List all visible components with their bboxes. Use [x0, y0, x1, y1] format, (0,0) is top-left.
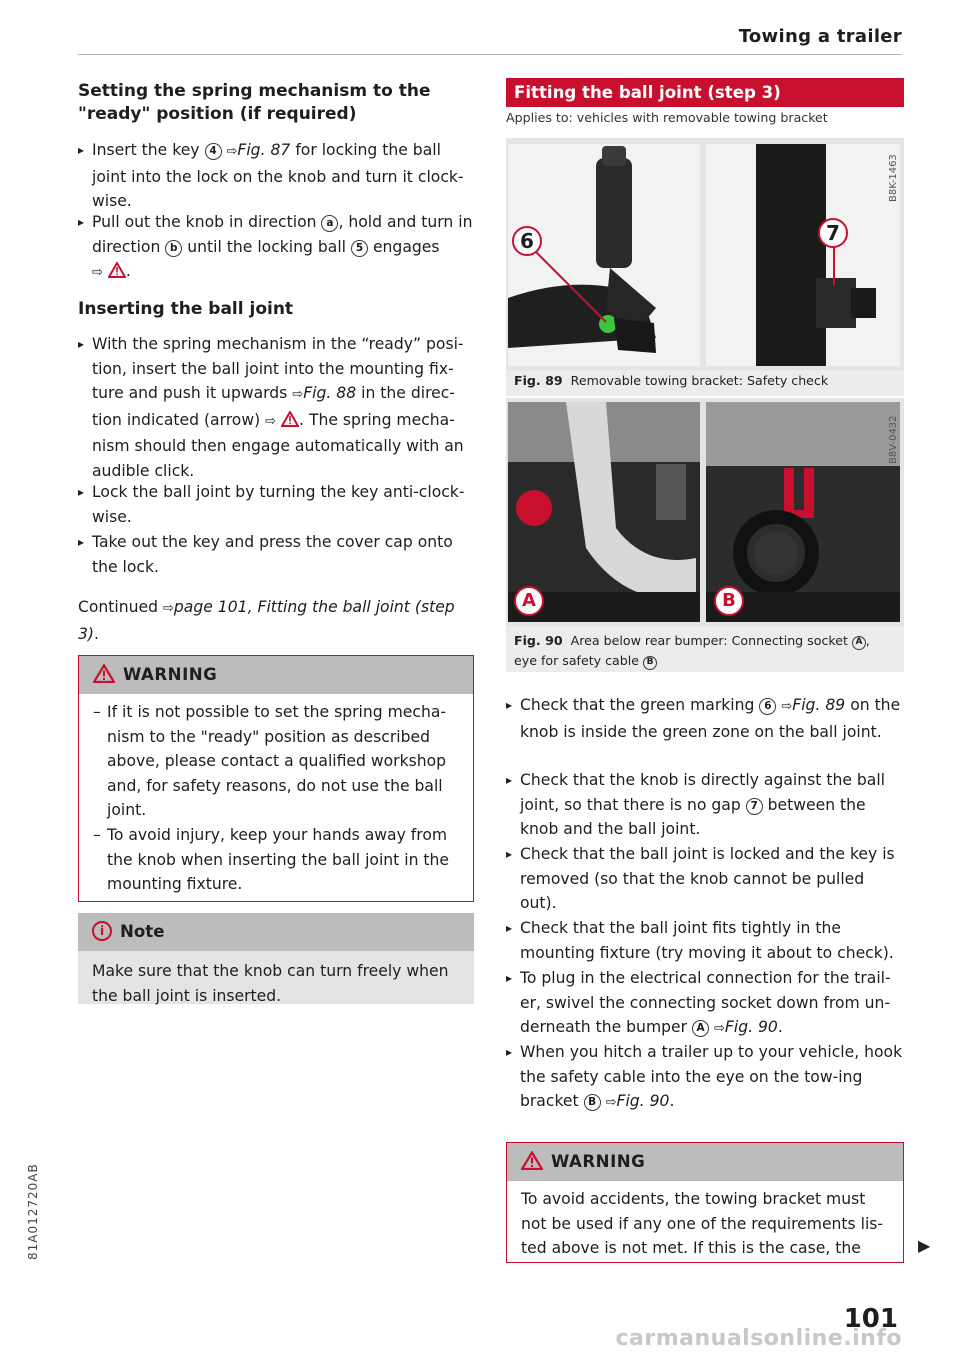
warning-header: WARNING [79, 656, 473, 694]
callout-A: A [514, 586, 544, 616]
warning-triangle-icon [521, 1146, 543, 1184]
warning-body: To avoid accidents, the towing bracket must not be used if any one of the requirements lis-ted above is not met. If this is the case, the [521, 1190, 884, 1258]
note-header: i Note [78, 913, 474, 951]
warning-box-right [506, 1142, 904, 1263]
section-heading-spring: Setting the spring mechanism to the "ready" position (if required) [78, 81, 431, 124]
callout-A: A [692, 1020, 709, 1037]
running-header: Towing a trailer [738, 26, 902, 47]
ref-arrow-icon: ⇨ [605, 1095, 617, 1111]
ref-arrow-icon: ⇨ [781, 699, 793, 714]
fig-ref[interactable]: Fig. 87 [237, 141, 291, 159]
fig-ref[interactable]: Fig. 88 [303, 384, 357, 403]
bullet-lock-ball-joint: ▸ Lock the ball joint by turning the key anti-clock-wise. [78, 480, 474, 529]
note-body: Make sure that the knob can turn freely when the ball joint is inserted. [92, 962, 449, 1005]
bullet-electrical: ▸ To plug in the electrical connection for the trail-er, swivel the connecting socket down from un-derneath the bumper A ⇨Fig. 90. [506, 966, 904, 1042]
warning-item: – If it is not possible to set the spring mecha-nism to the "ready" position as described above, please contact a qualified workshop and, for safety reasons, do not use the ball joint. [93, 700, 459, 823]
callout-6: 6 [512, 226, 542, 256]
figure-90-image [506, 398, 904, 626]
page-number: 101 [843, 1304, 898, 1334]
applies-to-text: Applies to: vehicles with removable towing bracket [506, 110, 828, 125]
ref-arrow-icon: ⇨ [292, 387, 304, 403]
bullet-take-out-key: ▸ Take out the key and press the cover cap onto the lock. [78, 530, 474, 579]
warning-triangle-icon [108, 262, 126, 278]
figure-caption: Fig. 90 Area below rear bumper: Connecting socket A , eye for safety cable B [514, 633, 870, 668]
callout-b: b [165, 240, 182, 257]
figure-caption: Fig. 89 Removable towing bracket: Safety check [514, 373, 829, 388]
bullet-pull-knob: ▸ Pull out the knob in direction a , hold and turn in direction b until the locking ball 5 engages ⇨ . [78, 210, 474, 286]
section-banner: Fitting the ball joint (step 3) [506, 78, 904, 107]
bullet-knob-against: ▸ Check that the knob is directly against the ball joint, so that there is no gap 7 between the knob and the ball joint. [506, 768, 904, 842]
ref-arrow-icon: ⇨ [226, 144, 238, 159]
callout-7: 7 [746, 798, 763, 815]
continued-reference: Continued ⇨page 101, Fitting the ball joint (step 3). [78, 598, 455, 643]
bullet-hitch: ▸ When you hitch a trailer up to your vehicle, hook the safety cable into the eye on the tow-ing bracket B ⇨Fig. 90. [506, 1040, 904, 1116]
bullet-insert-key: ▸ Insert the key 4 ⇨Fig. 87 for locking the ball joint into the lock on the knob and turn it clock-wise. [78, 138, 474, 214]
callout-a: a [321, 215, 338, 232]
info-icon: i [92, 921, 112, 941]
warning-header: WARNING [507, 1143, 903, 1181]
continue-arrow-icon: ▶ [918, 1236, 931, 1255]
callout-B: B [714, 586, 744, 616]
callout-5: 5 [351, 240, 368, 257]
warning-body [79, 694, 473, 905]
callout-6: 6 [759, 698, 776, 715]
warning-triangle-icon [93, 659, 115, 697]
ref-arrow-icon: ⇨ [92, 265, 103, 281]
figure-89-image [506, 138, 904, 370]
warning-triangle-icon [281, 411, 299, 427]
ref-arrow-icon: ⇨ [163, 601, 174, 616]
bullet-locked: ▸ Check that the ball joint is locked and the key is removed (so that the knob cannot be pulled out). [506, 842, 904, 916]
callout-7: 7 [818, 218, 848, 248]
ref-arrow-icon: ⇨ [713, 1021, 725, 1037]
watermark: carmanualsonline.info [615, 1326, 902, 1351]
section-heading-inserting: Inserting the ball joint [78, 299, 294, 319]
callout-B: B [584, 1094, 601, 1111]
bullet-insert-ball-joint: ▸ With the spring mechanism in the “ready” posi-tion, insert the ball joint into the mounting fix-ture and push it upwards ⇨Fig. 88 in the direc-tion indicated (arrow) ⇨ . The spring mecha-nism should then engage automatically with an audible click. [78, 332, 474, 484]
header-divider [78, 54, 902, 55]
ref-arrow-icon: ⇨ [265, 413, 277, 429]
fig-ref[interactable]: Fig. 90 [616, 1092, 670, 1111]
note-box [78, 913, 474, 1004]
warning-item: – To avoid injury, keep your hands away from the knob when inserting the ball joint in the mounting fixture. [93, 823, 459, 897]
figure-89 [506, 138, 904, 396]
page-ref-link[interactable]: page 101, Fitting the ball joint (step 3) [78, 598, 455, 643]
callout-4: 4 [205, 143, 222, 160]
warning-box-left [78, 655, 474, 902]
fig-ref[interactable]: Fig. 90 [724, 1018, 778, 1037]
bullet-green-marking: ▸ Check that the green marking 6 ⇨Fig. 89 on the knob is inside the green zone on the ball joint. [506, 693, 904, 744]
callout-A: A [852, 636, 866, 650]
document-code: 81A012720AB [26, 1163, 40, 1260]
figure-code: B8K-1463 [888, 154, 899, 202]
callout-B: B [643, 656, 657, 670]
fig-ref[interactable]: Fig. 89 [792, 696, 846, 714]
figure-code: B8V-0432 [888, 415, 899, 464]
figure-90 [506, 398, 904, 672]
bullet-fits-tightly: ▸ Check that the ball joint fits tightly in the mounting fixture (try moving it about to check). [506, 916, 904, 965]
